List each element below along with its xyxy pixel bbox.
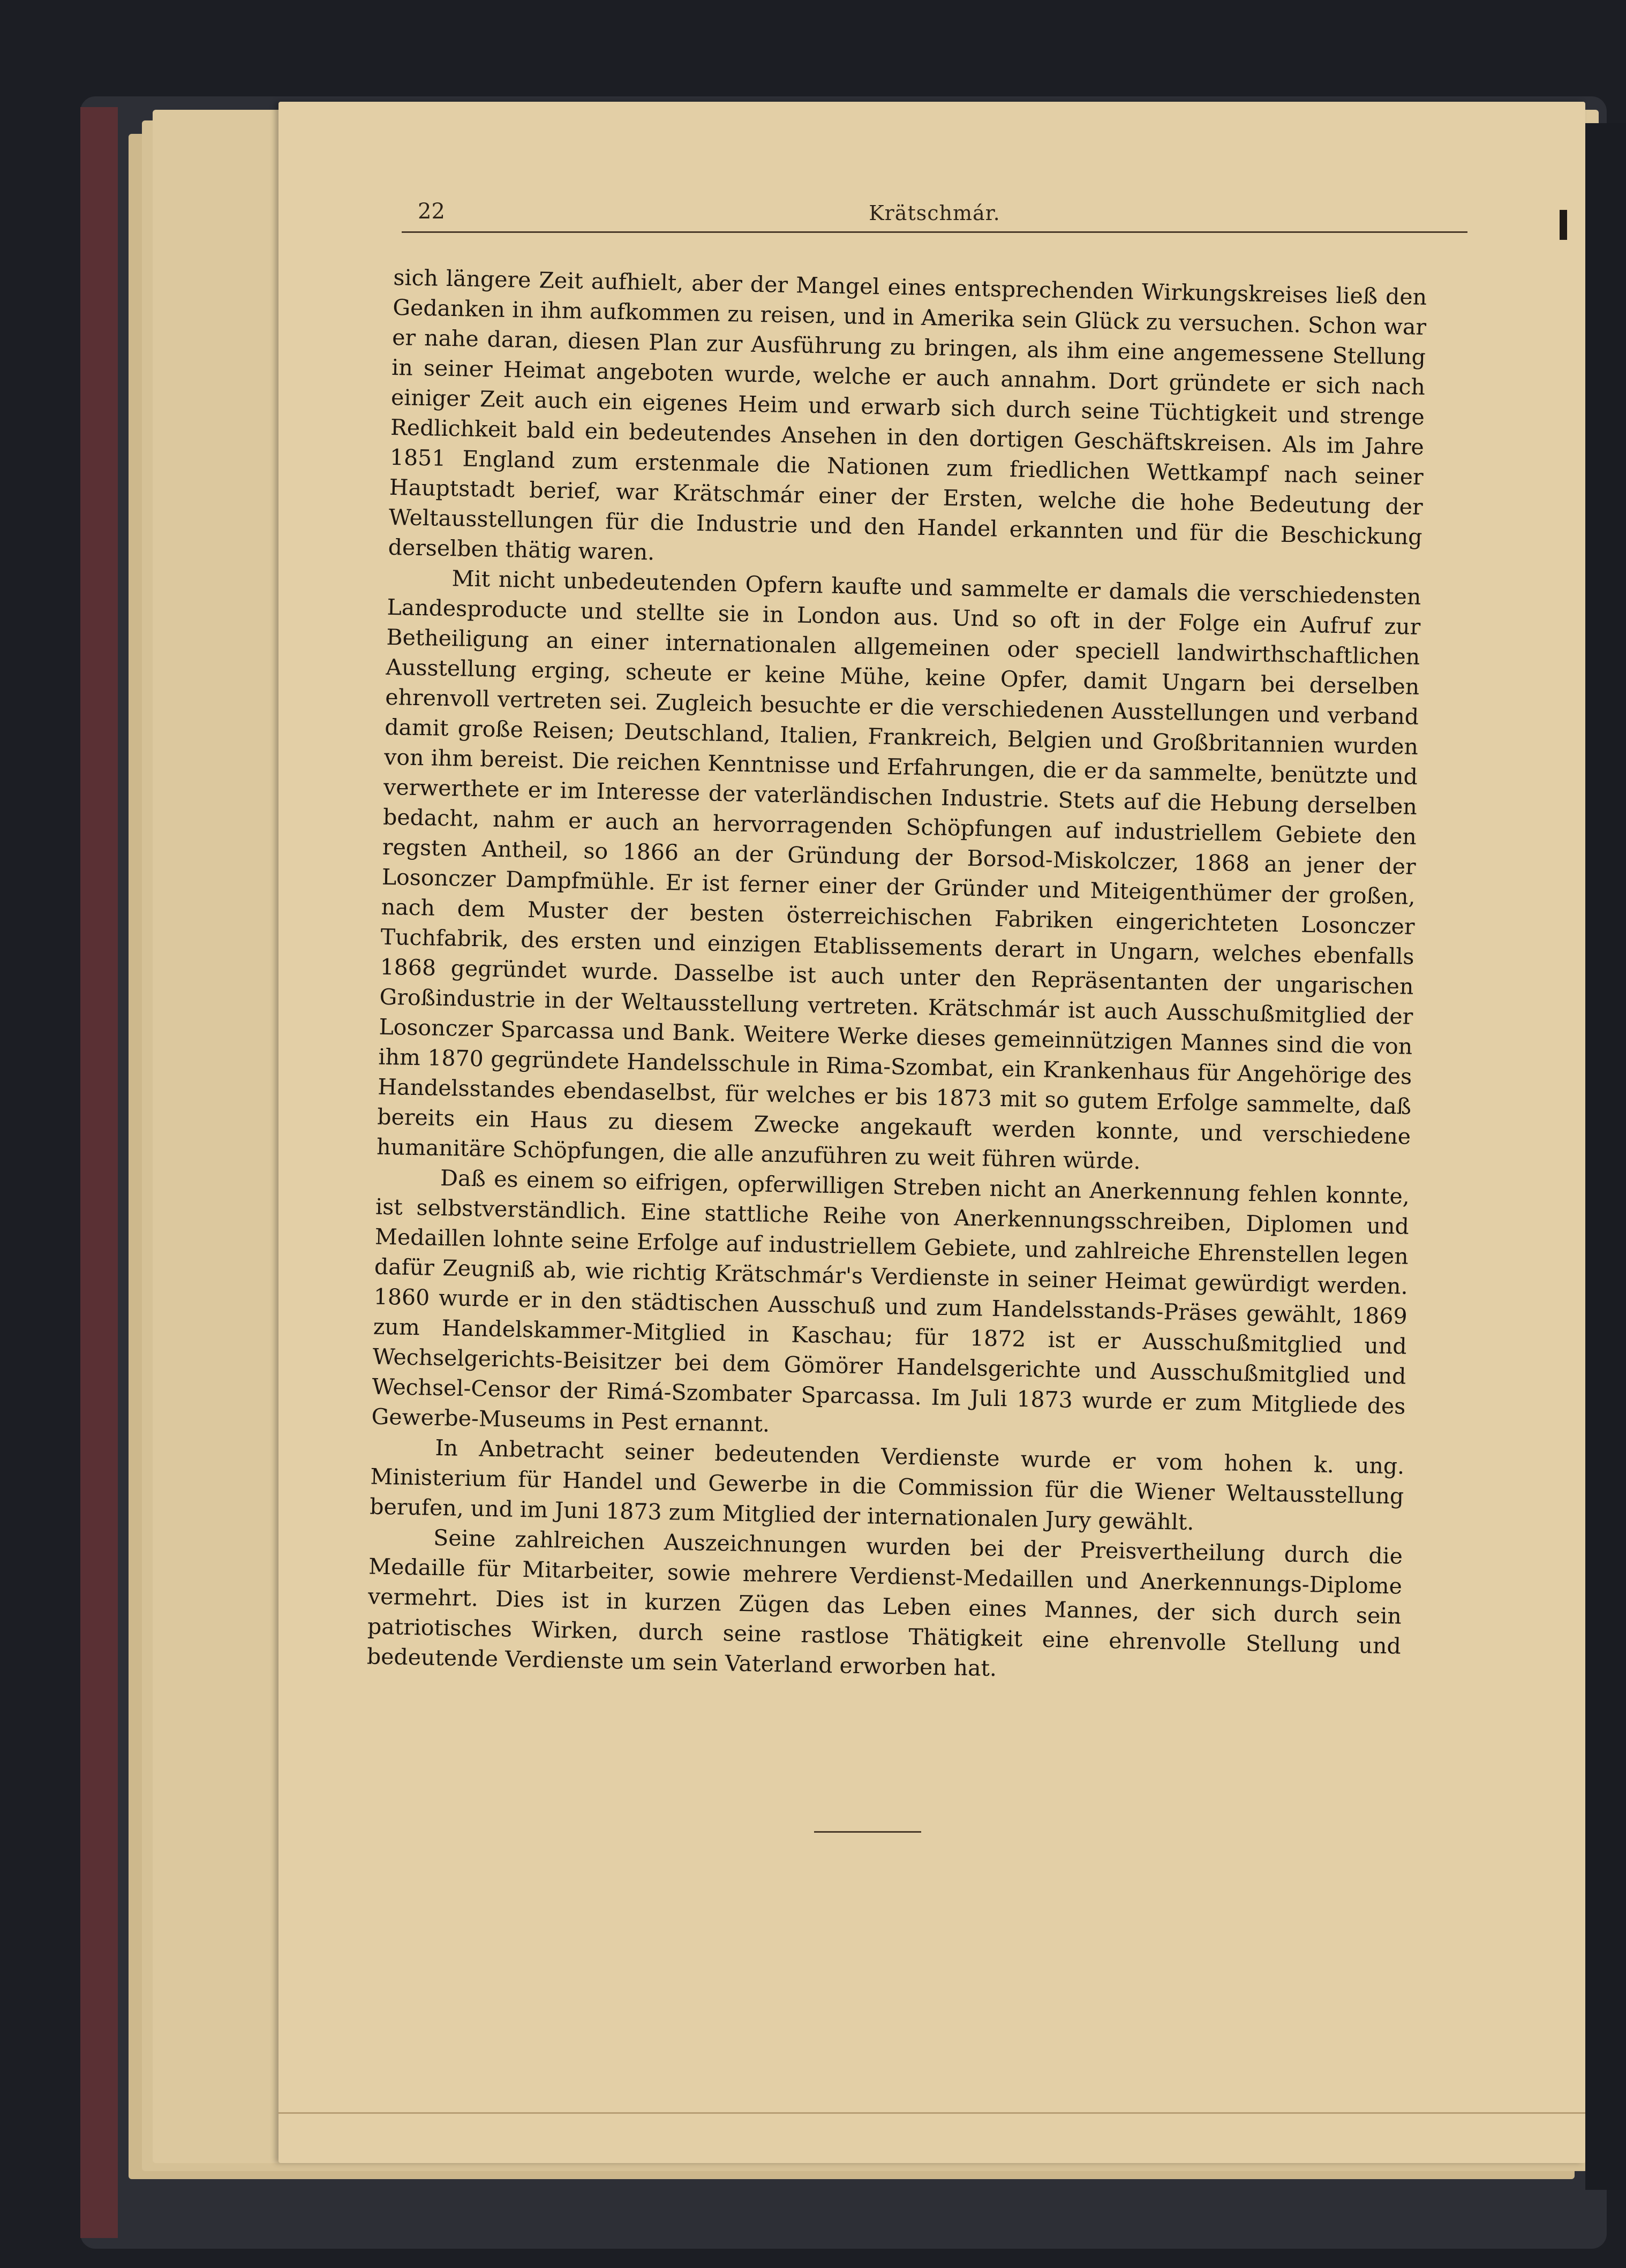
paragraph: In Anbetracht seiner bedeutenden Verdienste wurde er vom hohen k. ung. Ministerium für Handel und Gewerbe in die Commission für die Wiener Weltausstellung berufen, und im Juni 1873 zum Mitglied der internationalen Jury gewählt. xyxy=(369,1434,1405,1536)
body-text xyxy=(366,262,1427,1691)
paragraph: Daß es einem so eifrigen, opferwilligen Streben nicht an Anerkennung fehlen konnte, ist selbstverständlich. Eine stattliche Reihe von Anerkennungsschreiben, Diplomen und Medaillen lohnte seine Erfolge auf industriellem Gebiete, und zahlreiche Ehrenstellen legen dafür Zeugniß ab, wie richtig Krätschmár's Verdienste in seiner Heimat gewürdigt werden. 1860 wurde er in den städtischen Ausschuß und zum Handelsstands-Präses gewählt, 1869 zum Handelskammer-Mitglied in Kaschau; für 1872 ist er Ausschußmitglied und Wechselgerichts-Beisitzer bei dem Gömörer Handelsgerichte und Ausschußmitglied und Wechsel-Censor der Rimá-Szombater Sparcassa. Im Juli 1873 wurde er zum Mitgliede des Gewerbe-Museums in Pest ernannt. xyxy=(371,1165,1410,1437)
paragraph: sich längere Zeit aufhielt, aber der Mangel eines entsprechenden Wirkungskreises ließ den Gedanken in ihm aufkommen zu reisen, und in Amerika sein Glück zu versuchen. Schon war er nahe daran, diesen Plan zur Ausführung zu bringen, als ihm eine angemessene Stellung in seiner Heimat angeboten wurde, welche er auch annahm. Dort gründete er sich nach einiger Zeit auch ein eigenes Heim und erwarb sich durch seine Tüchtigkeit und strenge Redlichkeit bald ein bedeutendes Ansehen in den dortigen Geschäftskreisen. Als im Jahre 1851 England zum erstenmale die Nationen zum friedlichen Wettkampf nach seiner Hauptstadt berief, war Krätschmár einer der Ersten, welche die hohe Bedeutung der Weltausstellungen für die Industrie und den Handel erkannten und für die Beschickung derselben thätig waren. xyxy=(388,264,1427,565)
end-divider xyxy=(814,1831,921,1833)
running-head: Krätschmár. xyxy=(869,201,1000,225)
page-marker xyxy=(1560,210,1567,240)
page-number: 22 xyxy=(418,199,445,224)
page-bottom-rule xyxy=(278,2112,1585,2114)
book-spine xyxy=(80,107,118,2238)
back-cover-edge xyxy=(1585,123,1626,2190)
page-header xyxy=(402,199,1467,233)
paragraph: Mit nicht unbedeutenden Opfern kaufte und sammelte er damals die verschiedensten Landesproducte und stellte sie in London aus. Und so oft in der Folge ein Aufruf zur Betheiligung an einer internationalen allgemeinen oder speciell landwirthschaftlichen Ausstellung erging, scheute er keine Mühe, keine Opfer, damit Ungarn bei derselben ehrenvoll vertreten sei. Zugleich besuchte er die verschiedenen Ausstellungen und verband damit große Reisen; Deutschland, Italien, Frankreich, Belgien und Großbritannien wurden von ihm bereist. Die reichen Kenntnisse und Erfahrungen, die er da sammelte, benützte und verwerthete er im Interesse der vaterländischen Industrie. Stets auf die Hebung derselben bedacht, nahm er auch an hervorragenden Schöpfungen auf industriellem Gebiete den regsten Antheil, so 1866 an der Gründung der Borsod-Miskolczer, 1868 an jener der Losonczer Dampfmühle. Er ist ferner einer der Gründer und Miteigenthümer der großen, nach dem Muster der besten österreichischen Fabriken eingerichteten Losonczer Tuchfabrik, des ersten und einzigen Etablissements derart in Ungarn, welches ebenfalls 1868 gegründet wurde. Dasselbe ist auch unter den Repräsentanten der ungarischen Großindustrie in der Weltausstellung vertreten. Krätschmár ist auch Ausschußmitglied der Losonczer Sparcassa und Bank. Weitere Werke dieses gemeinnützigen Mannes sind die von ihm 1870 gegründete Handelsschule in Rima-Szombat, ein Krankenhaus für Angehörige des Handelsstandes ebendaselbst, für welches er bis 1873 mit so gutem Erfolge sammelte, daß bereits ein Haus zu diesem Zwecke angekauft werden konnte, und verschiedene humanitäre Schöpfungen, die alle anzuführen zu weit führen würde. xyxy=(376,565,1421,1175)
paragraph: Seine zahlreichen Auszeichnungen wurden bei der Preisvertheilung durch die Medaille für Mitarbeiter, sowie mehrere Verdienst-Medaillen und Anerkennungs-Diplome vermehrt. Dies ist in kurzen Zügen das Leben eines Mannes, der sich durch sein patriotisches Wirken, durch seine rastlose Thätigkeit eine ehrenvolle Stellung und bedeutende Verdienste um sein Vaterland erworben hat. xyxy=(366,1524,1403,1682)
